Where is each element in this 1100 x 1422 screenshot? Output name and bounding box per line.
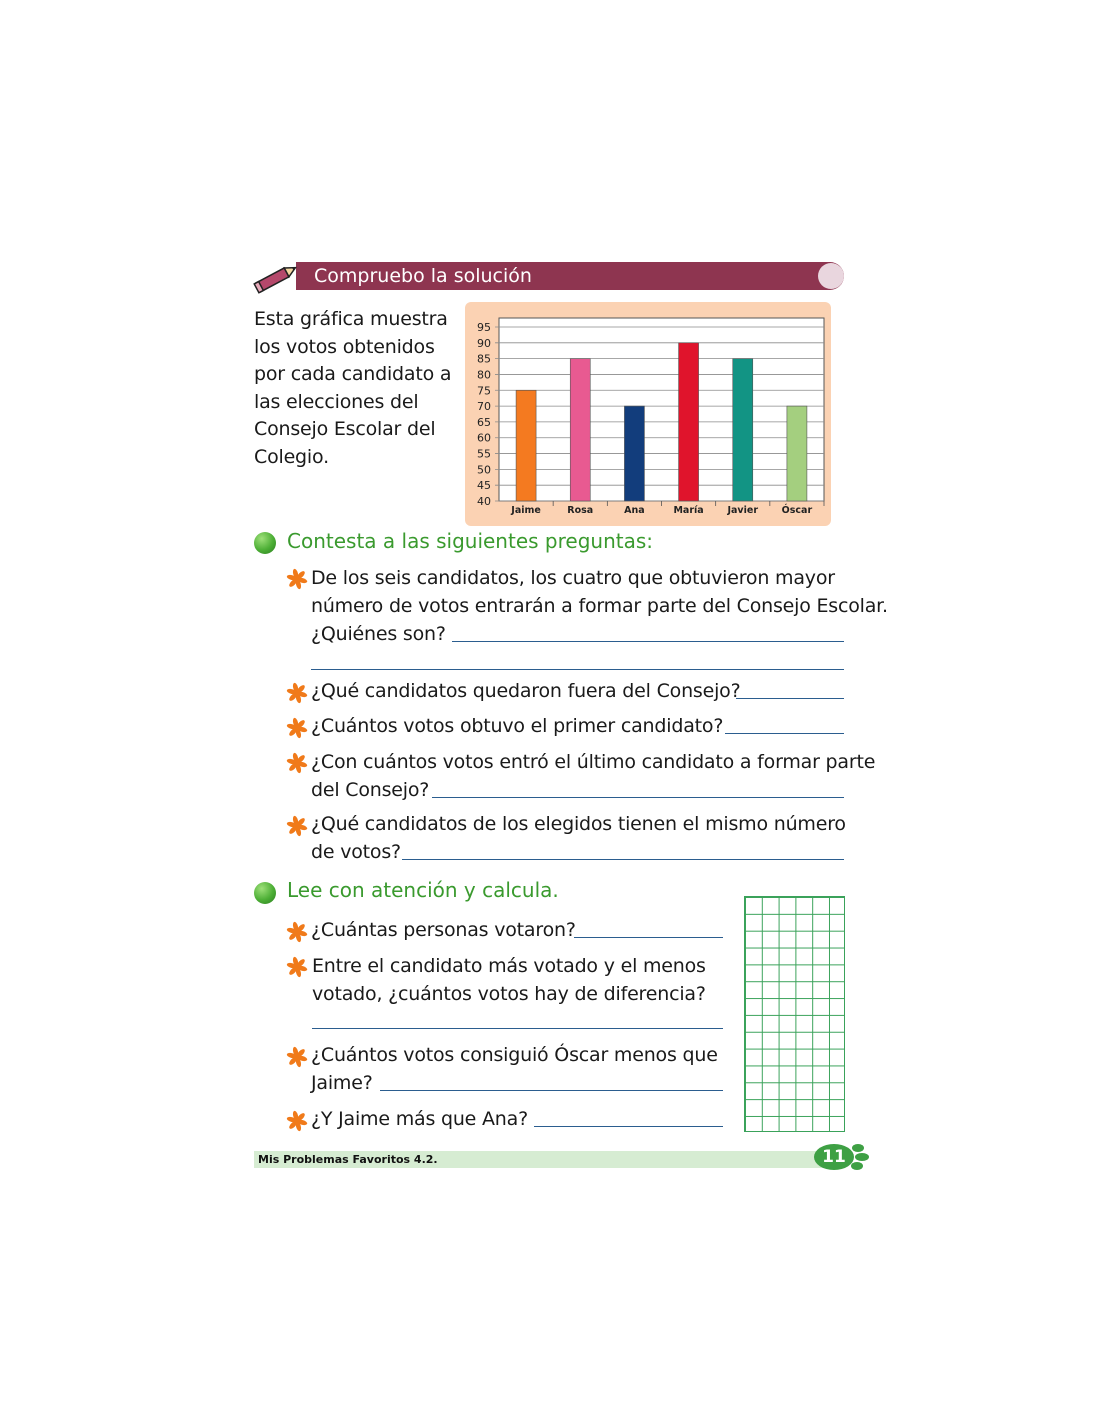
bar-rosa: [570, 359, 590, 501]
bar-javier: [733, 359, 753, 501]
x-tick-label: Óscar: [781, 505, 813, 516]
question-text: De los seis candidatos, los cuatro que obtuvieron mayor: [311, 567, 835, 589]
asterisk-bullet-icon: [286, 1046, 308, 1068]
x-tick-label: María: [673, 505, 704, 516]
answer-line[interactable]: [312, 1028, 723, 1029]
y-tick-label: 65: [477, 415, 491, 429]
y-tick-label: 80: [477, 368, 491, 382]
question-text: Jaime?: [311, 1072, 373, 1094]
asterisk-bullet-icon: [286, 752, 308, 774]
asterisk-bullet-icon: [286, 921, 308, 943]
x-tick-label: Jaime: [511, 505, 541, 516]
y-tick-label: 75: [477, 384, 491, 398]
bar-ana: [624, 406, 644, 501]
vote-bar-chart: [465, 302, 831, 526]
asterisk-bullet-icon: [286, 682, 308, 704]
plot-area: [499, 318, 824, 501]
y-tick-label: 85: [477, 352, 491, 366]
section-bullet-icon: [254, 882, 276, 904]
answer-line[interactable]: [402, 859, 844, 860]
asterisk-bullet-icon: [286, 1110, 308, 1132]
question-text: ¿Quiénes son?: [311, 623, 446, 645]
y-tick-label: 60: [477, 431, 491, 445]
calculation-grid[interactable]: [744, 896, 845, 1132]
question-text: ¿Y Jaime más que Ana?: [311, 1108, 528, 1130]
question-text: ¿Qué candidatos de los elegidos tienen el mismo número: [311, 813, 846, 835]
question-text: ¿Qué candidatos quedaron fuera del Consejo?: [311, 680, 741, 702]
section-heading: Contesta a las siguientes preguntas:: [287, 529, 653, 553]
asterisk-bullet-icon: [286, 815, 308, 837]
question-text: ¿Con cuántos votos entró el último candidato a formar parte: [311, 751, 876, 773]
question-text: número de votos entrarán a formar parte del Consejo Escolar.: [311, 595, 888, 617]
section-title: Compruebo la solución: [314, 265, 532, 287]
answer-line[interactable]: [725, 733, 844, 734]
intro-paragraph: Esta gráfica muestra los votos obtenidos por cada candidato a las elecciones del Consejo Escolar del Colegio.: [254, 308, 452, 468]
answer-line[interactable]: [574, 937, 723, 938]
pencil-icon: [252, 258, 300, 298]
bar-óscar: [787, 406, 807, 501]
question-text: ¿Cuántas personas votaron?: [311, 919, 576, 941]
y-tick-label: 45: [477, 479, 491, 493]
asterisk-bullet-icon: [286, 568, 308, 590]
answer-line[interactable]: [534, 1126, 723, 1127]
y-tick-label: 55: [477, 447, 491, 461]
answer-line[interactable]: [736, 698, 844, 699]
y-tick-label: 95: [477, 321, 491, 334]
question-text: del Consejo?: [311, 779, 430, 801]
question-text: ¿Cuántos votos obtuvo el primer candidato?: [311, 715, 724, 737]
chart-y-tick-labels: [477, 321, 491, 508]
section-heading: Lee con atención y calcula.: [287, 878, 559, 902]
question-text: ¿Cuántos votos consiguió Óscar menos que: [311, 1044, 718, 1066]
answer-line[interactable]: [452, 641, 844, 642]
x-tick-label: Ana: [624, 505, 645, 516]
bar-jaime: [516, 390, 536, 501]
bar-maría: [679, 343, 699, 501]
y-tick-label: 50: [477, 463, 491, 477]
x-tick-label: Rosa: [567, 505, 594, 516]
footer-book-title: Mis Problemas Favoritos 4.2.: [258, 1153, 438, 1166]
answer-line[interactable]: [380, 1090, 723, 1091]
y-tick-label: 40: [477, 495, 491, 508]
question-text: Entre el candidato más votado y el menos: [312, 955, 706, 977]
asterisk-bullet-icon: [286, 956, 308, 978]
y-tick-label: 70: [477, 400, 491, 414]
page-number: 11: [822, 1147, 846, 1167]
y-tick-label: 90: [477, 336, 491, 350]
answer-line[interactable]: [311, 669, 844, 670]
banner-end-circle: [818, 263, 844, 289]
question-text: votado, ¿cuántos votos hay de diferencia?: [312, 983, 706, 1005]
section-bullet-icon: [254, 532, 276, 554]
asterisk-bullet-icon: [286, 717, 308, 739]
x-tick-label: Javier: [727, 505, 759, 516]
answer-line[interactable]: [432, 797, 844, 798]
question-text: de votos?: [311, 841, 401, 863]
